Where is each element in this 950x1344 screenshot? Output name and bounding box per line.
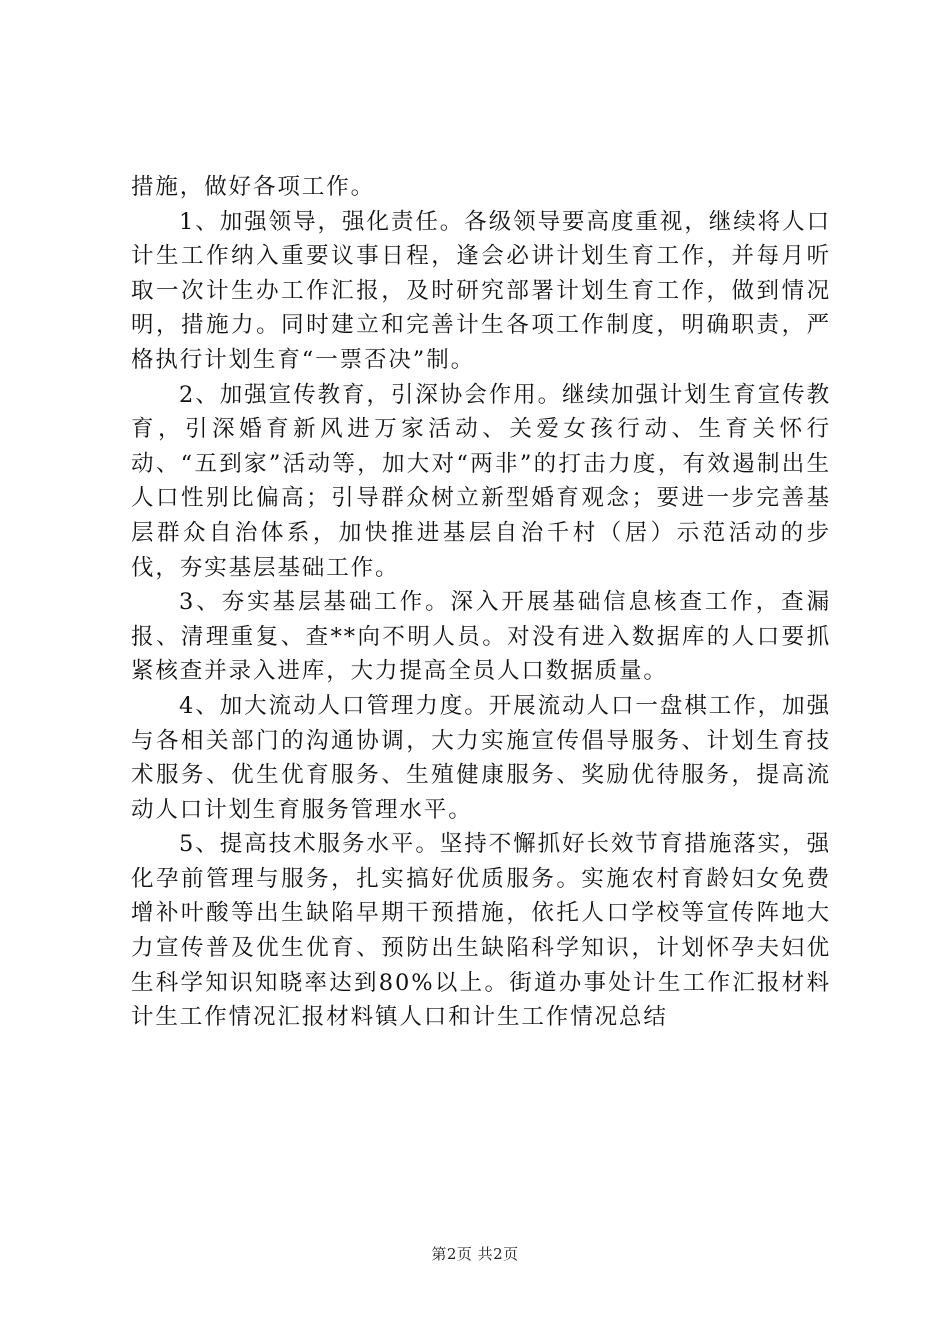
document-body — [131, 170, 831, 1035]
paragraph-item-3: 3、夯实基层基础工作。深入开展基础信息核查工作，查漏报、清理重复、查**向不明人员。对没有进入数据库的人口要抓紧核查并录入进库，大力提高全员人口数据质量。 — [131, 589, 831, 685]
paragraph-item-2: 2、加强宣传教育，引深协会作用。继续加强计划生育宣传教育，引深婚育新风进万家活动、关爱女孩行动、生育关怀行动、“五到家”活动等，加大对“两非”的打击力度，有效遏制出生人口性别比偏高；引导群众树立新型婚育观念；要进一步完善基层群众自治体系，加快推进基层自治千村（居）示范活动的步伐，夯实基层基础工作。 — [131, 381, 831, 581]
paragraph-item-1: 1、加强领导，强化责任。各级领导要高度重视，继续将人口计生工作纳入重要议事日程，逢会必讲计划生育工作，并每月听取一次计生办工作汇报，及时研究部署计划生育工作，做到情况明，措施力。同时建立和完善计生各项工作制度，明确职责，严格执行计划生育“一票否决”制。 — [131, 208, 831, 373]
page-footer — [0, 1243, 950, 1264]
paragraph-item-4: 4、加大流动人口管理力度。开展流动人口一盘棋工作，加强与各相关部门的沟通协调，大力实施宣传倡导服务、计划生育技术服务、优生优育服务、生殖健康服务、奖励优待服务，提高流动人口计划生育服务管理水平。 — [131, 692, 831, 823]
page-number: 第2页 共2页 — [431, 1245, 519, 1263]
paragraph-item-5: 5、提高技术服务水平。坚持不懈抓好长效节育措施落实，强化孕前管理与服务，扎实搞好优质服务。实施农村育龄妇女免费增补叶酸等出生缺陷早期干预措施，依托人口学校等宣传阵地大力宣传普及优生优育、预防出生缺陷科学知识，计划怀孕夫妇优生科学知识知晓率达到80%以上。街道办事处计生工作汇报材料计生工作情况汇报材料镇人口和计生工作情况总结 — [131, 831, 831, 1031]
paragraph-continuation: 措施，做好各项工作。 — [131, 174, 376, 200]
